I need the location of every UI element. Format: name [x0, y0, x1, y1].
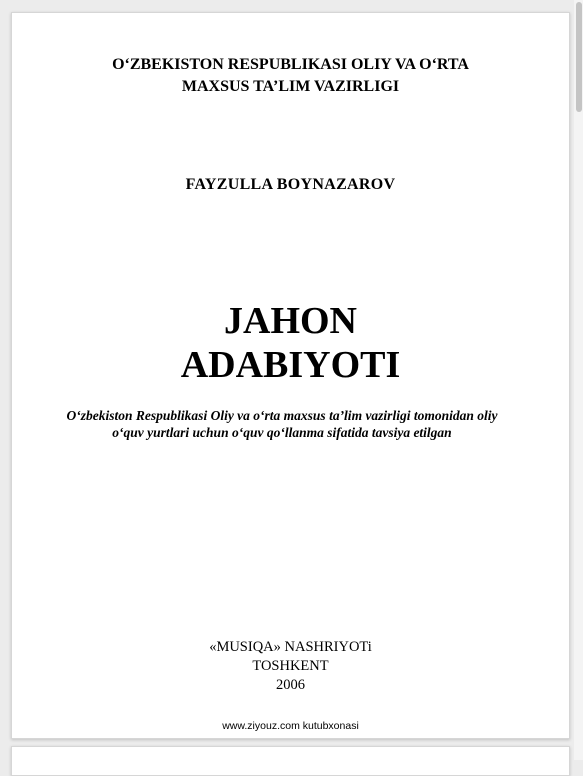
publisher-block — [12, 638, 569, 695]
book-title-line-2: ADABIYOTI — [180, 344, 401, 386]
book-title — [12, 299, 569, 387]
publication-year: 2006 — [276, 677, 305, 693]
ministry-line-2: MAXSUS TA’LIM VAZIRLIGI — [181, 78, 400, 95]
ministry-line-1: O‘ZBEKISTON RESPUBLIKASI OLIY VA O‘RTA — [112, 56, 469, 73]
publisher-city: TOSHKENT — [252, 658, 329, 674]
vertical-scrollbar[interactable] — [574, 0, 583, 760]
publisher-name: «MUSIQA» NASHRIYOTi — [209, 639, 372, 655]
book-title-line-1: JAHON — [224, 300, 357, 342]
document-page — [11, 12, 570, 739]
scrollbar-thumb[interactable] — [576, 2, 582, 112]
footer-link[interactable]: www.ziyouz.com kutubxonasi — [222, 720, 359, 732]
ministry-heading — [12, 54, 569, 98]
author-name: FAYZULLA BOYNAZAROV — [185, 176, 396, 193]
next-page — [11, 746, 570, 776]
recommendation-note: O‘zbekiston Respublikasi Oliy va o‘rta maxsus ta’lim vazirligi tomonidan oliy o‘quv yurtlari uchun o‘quv qo‘llanma sifatida tavsiya etilgan — [66, 408, 498, 440]
